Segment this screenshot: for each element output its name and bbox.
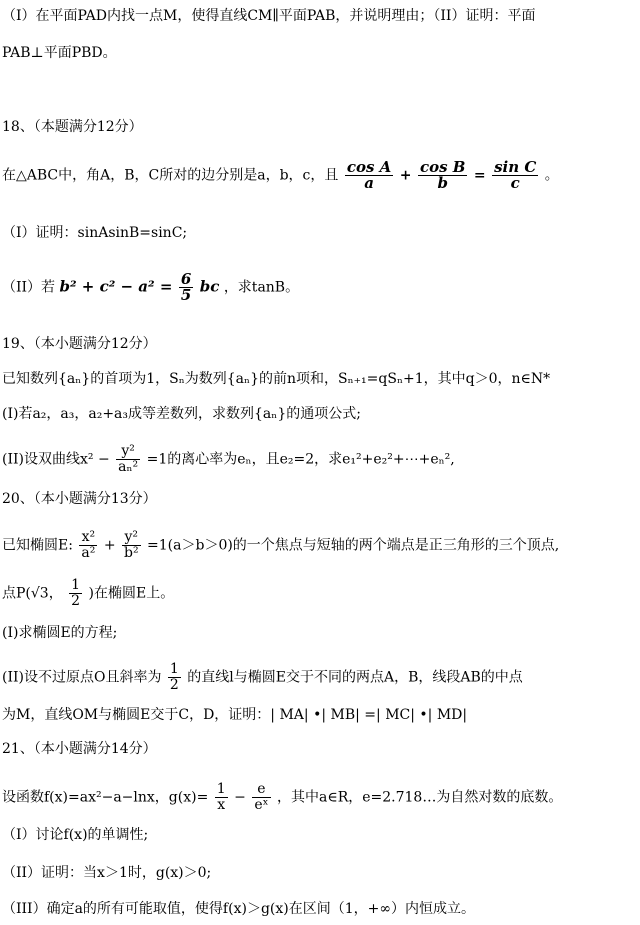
- sentence-end: 。: [544, 167, 559, 184]
- q21-text: [2, 782, 562, 813]
- q20-ellipse-label: 已知椭圆E:: [2, 537, 73, 554]
- q18-part2-tail: ，求tanB。: [223, 279, 300, 296]
- fraction-y2-an2: [116, 444, 140, 475]
- fraction-1-2: [69, 578, 82, 609]
- fraction-cosB-b: [418, 160, 467, 191]
- q19-part2: [2, 444, 455, 475]
- q18-part2-label: （II）若: [2, 279, 56, 296]
- fraction-numerator: cos B: [419, 158, 466, 176]
- fraction-numerator: 1: [71, 577, 81, 593]
- q18-heading: 18、（本题满分12分）: [2, 119, 143, 135]
- fraction-y2-b2: [122, 530, 141, 561]
- q18-bc: bc: [199, 277, 220, 296]
- fraction-denominator: 2: [71, 593, 81, 609]
- q21-part1: （Ⅰ）讨论f(x)的单调性;: [2, 827, 149, 843]
- fraction-cosA-a: [345, 160, 393, 191]
- fraction-numerator: 1: [216, 781, 226, 797]
- q19-heading: 19、（本小题满分12分）: [2, 336, 157, 352]
- fraction-denominator: b: [437, 174, 448, 192]
- fraction-slope: [168, 662, 181, 693]
- q18-intro: [2, 160, 559, 191]
- q17-text-line1: （I）在平面PAD内找一点M，使得直线CM∥平面PAB，并说明理由；（II）证明：平面: [2, 8, 536, 24]
- q21-text-tail: ，其中a∈R，e=2.718…为自然对数的底数。: [276, 789, 563, 806]
- q19-text: 已知数列{aₙ}的首项为1，Sₙ为数列{aₙ}的前n项和，Sₙ₊₁=qSₙ+1，其中q＞0，n∈N*: [2, 371, 551, 387]
- fraction-numerator: cos A: [346, 158, 392, 176]
- q18-part2: [2, 272, 299, 303]
- q19-part1: (Ⅰ)若a₂，a₃，a₂+a₃成等差数列，求数列{aₙ}的通项公式;: [2, 406, 361, 422]
- fraction-denominator: aₙ²: [118, 459, 139, 475]
- q19-part2-tail: =1的离心率为eₙ，且e₂=2，求e₁²+e₂²+⋯+eₙ²,: [146, 451, 455, 468]
- q20-heading: 20、（本小题满分13分）: [2, 491, 157, 507]
- fraction-denominator: a²: [81, 545, 96, 561]
- q20-text-line2: [2, 578, 174, 609]
- plus-sign: +: [103, 537, 116, 554]
- fraction-denominator: 2: [169, 677, 179, 693]
- q18-intro-text: 在△ABC中，角A，B，C所对的边分别是a，b，c，且: [2, 167, 339, 184]
- q17-text-line2: PAB⊥平面PBD。: [2, 45, 117, 61]
- fraction-denominator: a: [364, 174, 374, 192]
- fraction-denominator: b²: [124, 545, 139, 561]
- fraction-numerator: x²: [79, 530, 97, 546]
- fraction-numerator: e: [252, 782, 270, 798]
- fraction-numerator: sin C: [494, 158, 537, 176]
- q21-part2: （II）证明：当x＞1时，g(x)＞0;: [2, 865, 212, 881]
- q20-part2-line2: 为M，直线OM与椭圆E交于C，D，证明：| MA| •| MB| =| MC| •| MD|: [2, 707, 468, 723]
- q20-part1: (Ⅰ)求椭圆E的方程;: [2, 625, 118, 641]
- q19-part2-head: (II)设双曲线x² −: [2, 451, 110, 468]
- q21-heading: 21、（本小题满分14分）: [2, 741, 157, 757]
- q20-text-line1: [2, 530, 559, 561]
- q20-text-line2-tail: )在椭圆E上。: [88, 585, 175, 602]
- q20-point-label: 点P(√3，: [2, 585, 63, 602]
- q21-function-def: 设函数f(x)=ax²−a−lnx，g(x)=: [2, 789, 209, 806]
- minus-sign: −: [234, 789, 246, 806]
- fraction-6-5: [179, 272, 193, 303]
- q20-text-line1-tail: =1(a＞b＞0)的一个焦点与短轴的两个端点是正三角形的三个顶点,: [147, 537, 560, 554]
- fraction-denominator: 5: [180, 286, 192, 304]
- fraction-numerator: 6: [180, 270, 192, 288]
- q18-part1: （I）证明：sinAsinB=sinC;: [2, 225, 188, 241]
- q21-part3: （III）确定a的所有可能取值，使得f(x)＞g(x)在区间（1，+∞）内恒成立。: [2, 901, 476, 917]
- fraction-e-ex: [252, 782, 270, 813]
- fraction-numerator: y²: [116, 444, 140, 460]
- q20-part2: [2, 662, 523, 693]
- q20-part2-head: (II)设不过原点O且斜率为: [2, 669, 162, 686]
- fraction-denominator: c: [510, 174, 520, 192]
- fraction-numerator: 1: [169, 661, 179, 677]
- equals-sign: =: [473, 167, 486, 184]
- fraction-numerator: y²: [122, 530, 141, 546]
- q20-part2-tail: 的直线l与椭圆E交于不同的两点A，B，线段AB的中点: [187, 669, 523, 686]
- fraction-denominator: eˣ: [254, 797, 269, 813]
- fraction-sinC-c: [492, 160, 538, 191]
- fraction-x2-a2: [79, 530, 97, 561]
- plus-sign: +: [399, 167, 412, 184]
- fraction-denominator: x: [217, 797, 226, 813]
- fraction-1-x: [215, 782, 228, 813]
- q18-expression: b² + c² − a² =: [59, 277, 173, 296]
